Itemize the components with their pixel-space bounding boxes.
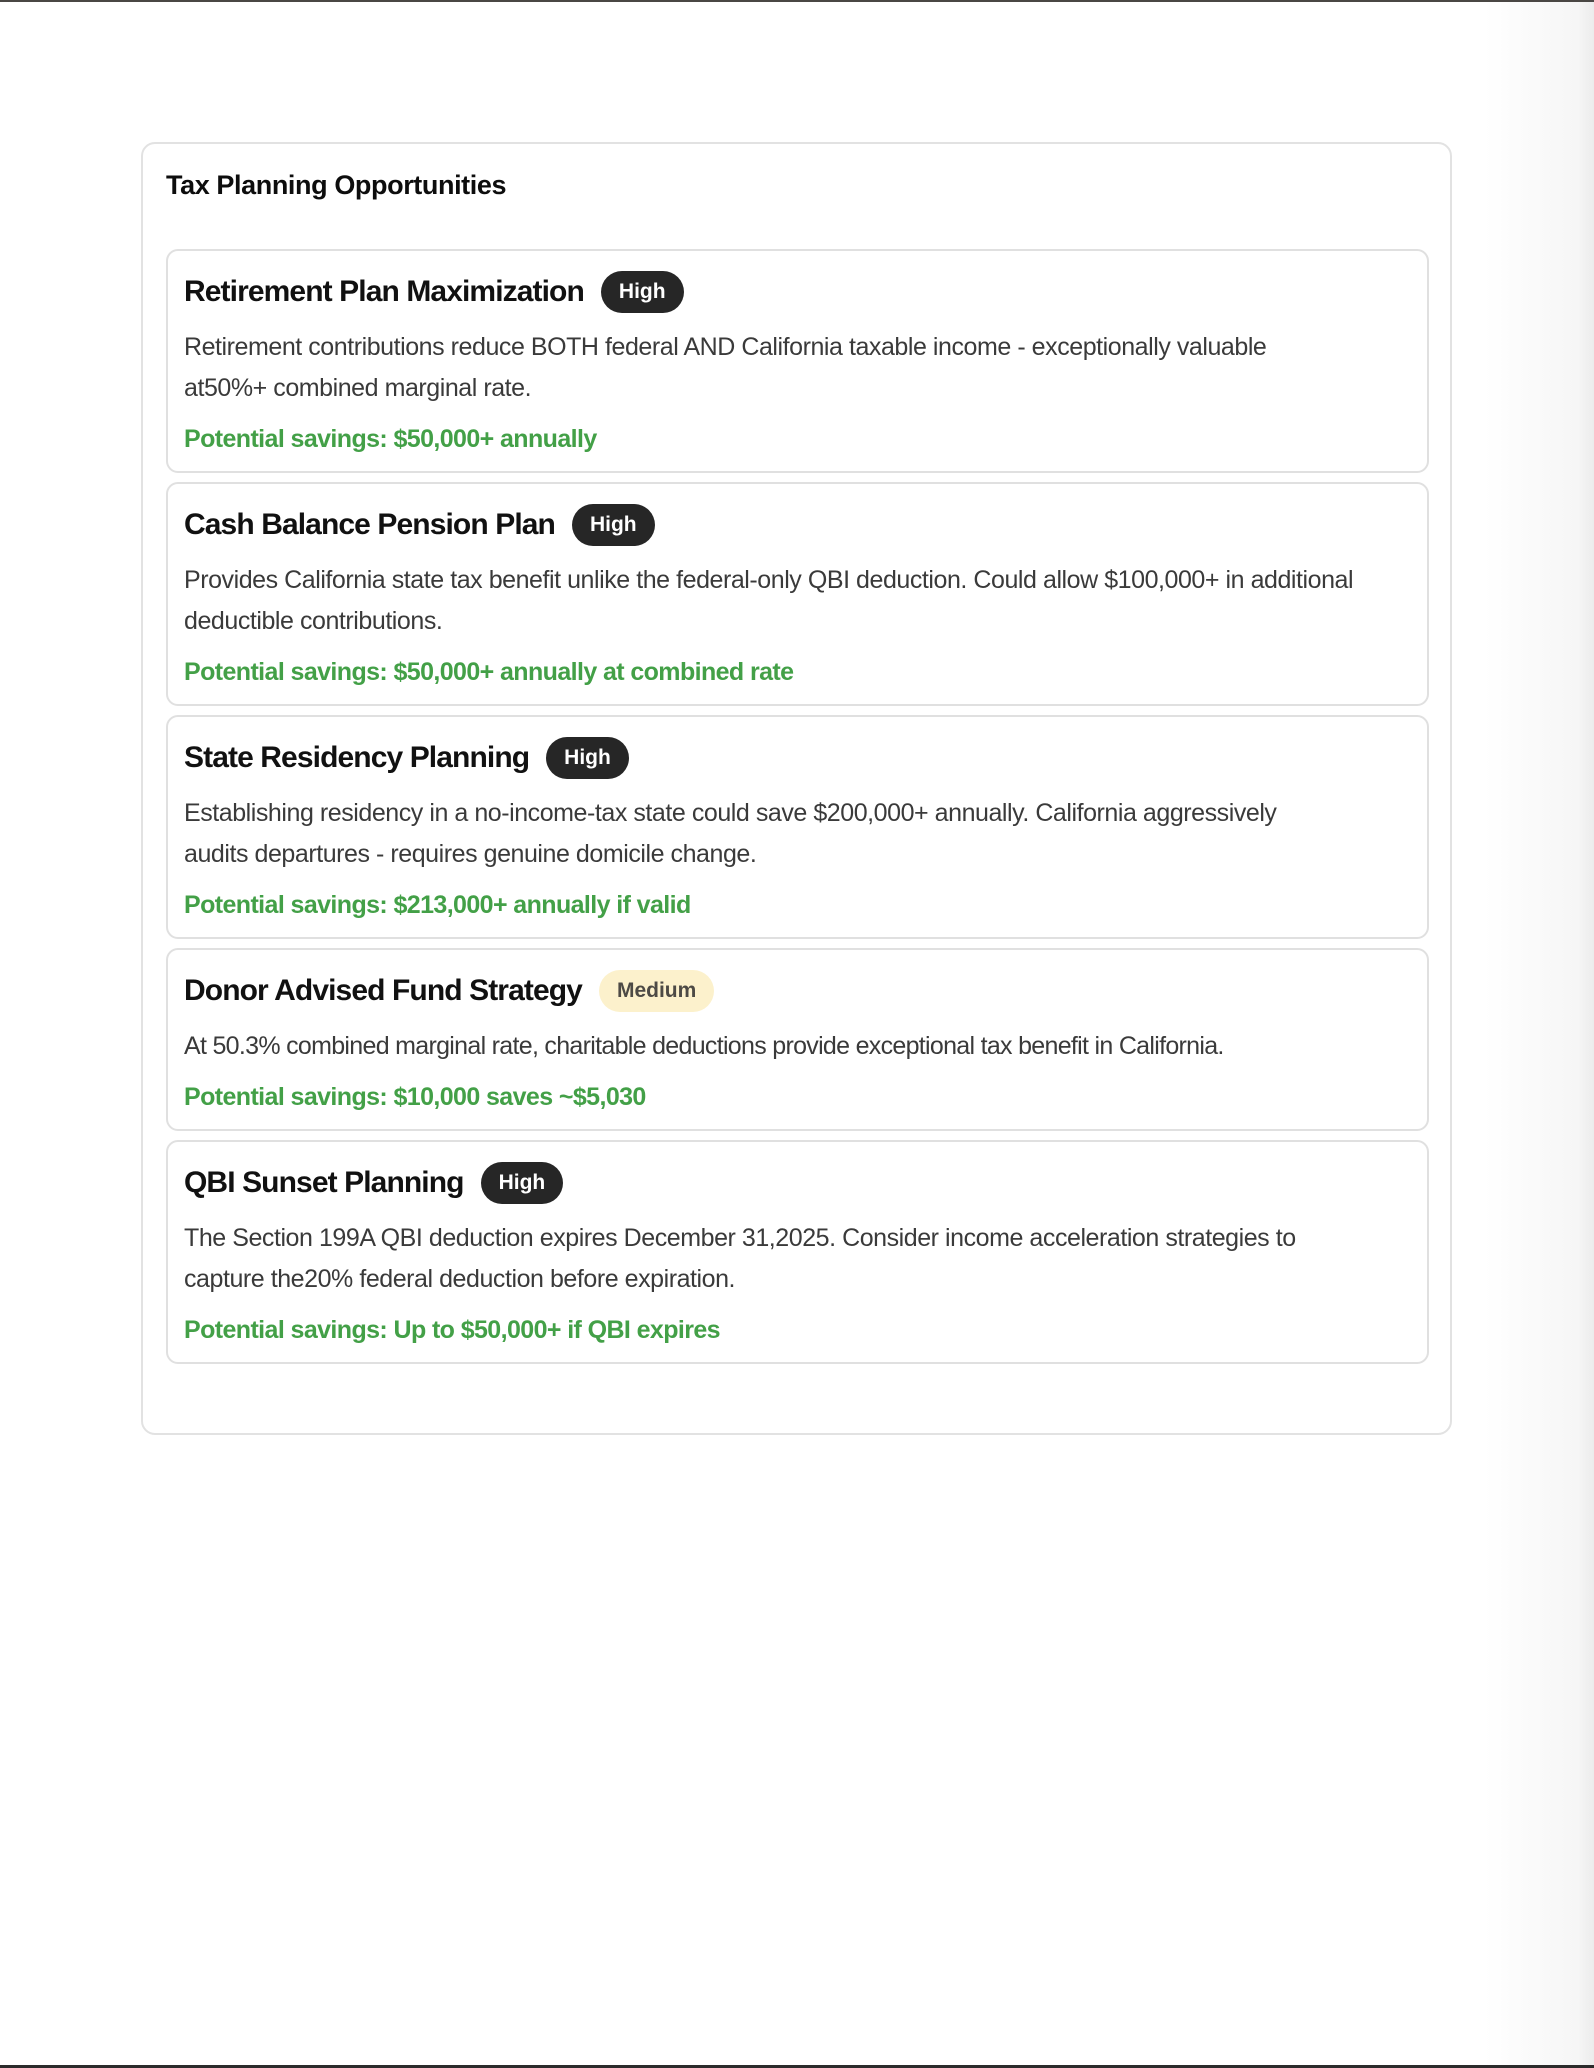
opportunity-card-retirement-plan: [166, 249, 1429, 473]
opportunity-description: Retirement contributions reduce BOTH federal AND California taxable income - exceptionally valuable at50%+ combined marginal rate.: [184, 333, 1267, 402]
opportunity-description: Establishing residency in a no-income-tax state could save $200,000+ annually. California aggressively audits departures - requires genuine domicile change.: [184, 799, 1277, 868]
panel-title: Tax Planning Opportunities: [166, 170, 507, 200]
priority-badge: High: [546, 737, 629, 779]
priority-badge: High: [572, 504, 655, 546]
card-header: [184, 970, 1411, 1012]
card-header: [184, 1162, 1411, 1204]
opportunity-list: [166, 249, 1429, 1373]
opportunity-title: Retirement Plan Maximization: [184, 275, 584, 308]
opportunity-description: Provides California state tax benefit unlike the federal-only QBI deduction. Could allow $100,000+ in additional deductible contributions.: [184, 566, 1354, 635]
potential-savings: Potential savings: $50,000+ annually: [184, 425, 597, 453]
opportunity-card-state-residency: [166, 715, 1429, 939]
card-header: [184, 504, 1411, 546]
opportunity-title: Cash Balance Pension Plan: [184, 508, 555, 541]
opportunity-title: Donor Advised Fund Strategy: [184, 974, 582, 1007]
potential-savings: Potential savings: Up to $50,000+ if QBI expires: [184, 1316, 720, 1344]
opportunity-description: The Section 199A QBI deduction expires December 31,2025. Consider income acceleration strategies to capture the20% federal deduction before expiration.: [184, 1224, 1296, 1293]
opportunity-card-cash-balance-pension: [166, 482, 1429, 706]
opportunity-title: State Residency Planning: [184, 741, 530, 774]
opportunity-title: QBI Sunset Planning: [184, 1166, 464, 1199]
tax-planning-opportunities-panel: [141, 142, 1452, 1435]
opportunity-card-qbi-sunset: [166, 1140, 1429, 1364]
priority-badge: Medium: [599, 970, 714, 1012]
priority-badge: High: [481, 1162, 564, 1204]
scrollbar-track[interactable]: [1484, 2, 1594, 2065]
priority-badge: High: [601, 271, 684, 313]
card-header: [184, 737, 1411, 779]
potential-savings: Potential savings: $50,000+ annually at combined rate: [184, 658, 794, 686]
opportunity-description: At 50.3% combined marginal rate, charitable deductions provide exceptional tax benefit in California.: [184, 1032, 1224, 1060]
potential-savings: Potential savings: $213,000+ annually if valid: [184, 891, 691, 919]
potential-savings: Potential savings: $10,000 saves ~$5,030: [184, 1083, 646, 1111]
card-header: [184, 271, 1411, 313]
window-top-border: [0, 0, 1594, 2]
opportunity-card-donor-advised-fund: [166, 948, 1429, 1131]
